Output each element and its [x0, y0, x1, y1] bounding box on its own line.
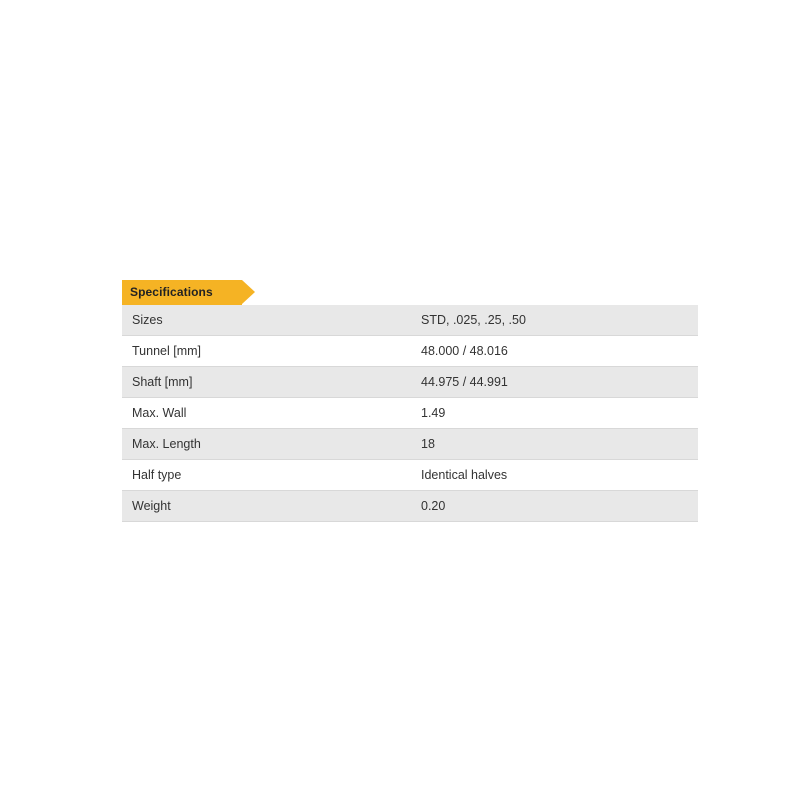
- spec-key: Half type: [122, 460, 411, 491]
- spec-key: Sizes: [122, 305, 411, 336]
- table-row: [122, 367, 698, 398]
- specifications-header: [122, 280, 242, 305]
- specifications-table-body: [122, 305, 698, 522]
- specifications-header-label: Specifications: [130, 285, 213, 299]
- table-row: [122, 305, 698, 336]
- spec-value: Identical halves: [411, 460, 698, 491]
- table-row: [122, 491, 698, 522]
- spec-value: 1.49: [411, 398, 698, 429]
- spec-key: Weight: [122, 491, 411, 522]
- specifications-panel: [122, 280, 678, 522]
- spec-key: Max. Wall: [122, 398, 411, 429]
- spec-value: 0.20: [411, 491, 698, 522]
- spec-value: STD, .025, .25, .50: [411, 305, 698, 336]
- spec-value: 48.000 / 48.016: [411, 336, 698, 367]
- table-row: [122, 460, 698, 491]
- spec-key: Max. Length: [122, 429, 411, 460]
- spec-key: Tunnel [mm]: [122, 336, 411, 367]
- spec-value: 18: [411, 429, 698, 460]
- table-row: [122, 429, 698, 460]
- specifications-table: [122, 305, 698, 522]
- header-arrow-icon: [242, 280, 255, 304]
- table-row: [122, 398, 698, 429]
- spec-value: 44.975 / 44.991: [411, 367, 698, 398]
- table-row: [122, 336, 698, 367]
- spec-key: Shaft [mm]: [122, 367, 411, 398]
